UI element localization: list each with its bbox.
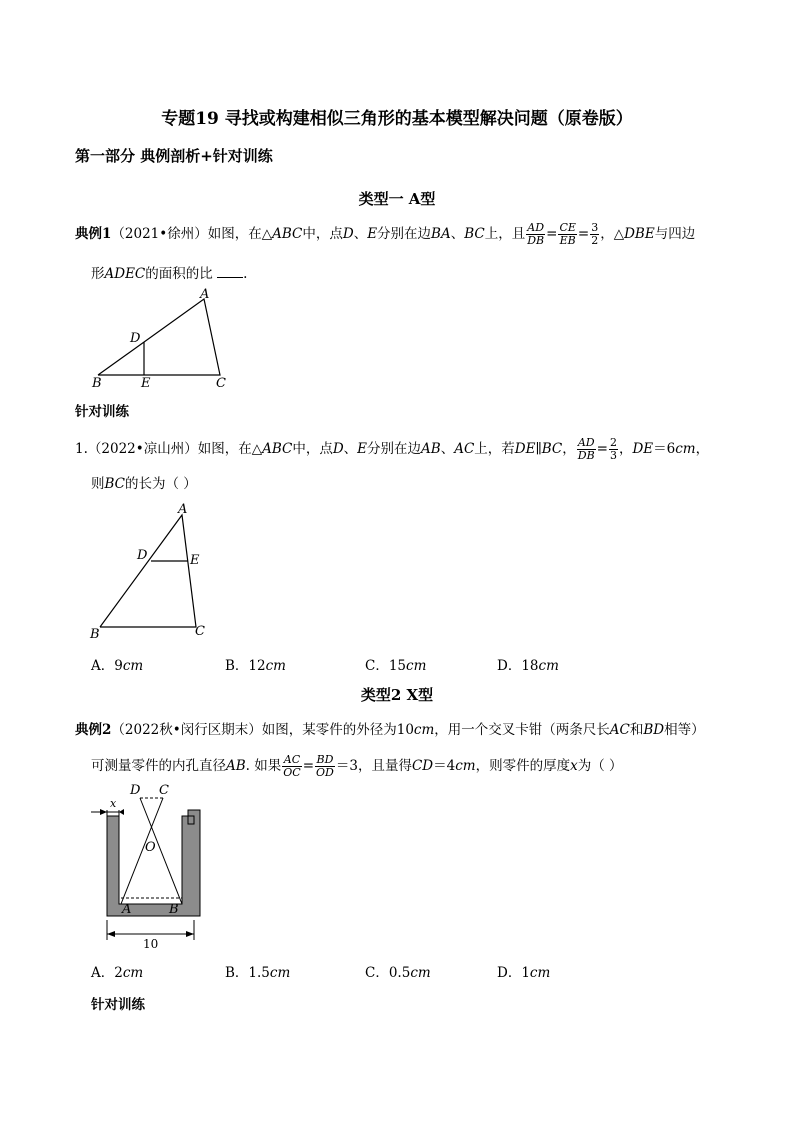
figure2-label-a: A (178, 502, 188, 517)
example2-label: 典例2 (75, 722, 112, 738)
example2-option-c[interactable]: C．0.5cm (365, 965, 431, 981)
figure2-triangle (85, 500, 215, 645)
part-heading: 第一部分 典例剖析+针对训练 (75, 147, 273, 165)
fraction-ad-db: $\frac{AD}{DB}$ (527, 221, 545, 247)
figure2-label-d: D (137, 548, 148, 563)
fraction-ad-db-q1: $\frac{AD}{DB}$ (577, 436, 595, 462)
figure2-label-b: B (90, 627, 100, 642)
example2-line1: 典例2（2022秋•闵行区期末）如图，某零件的外径为10cm，用一个交叉卡钳（两条尺长AC和BD相等） (75, 722, 705, 738)
type1-heading: 类型一 A型 (358, 190, 436, 208)
fraction-ce-eb: $\frac{CE}{EB}$ (559, 221, 576, 247)
figure3-label-x: x (110, 797, 117, 810)
fraction-bd-od: $\frac{BD}{OD}$ (316, 753, 334, 779)
fraction-2-3: $\frac{2}{3}$ (609, 436, 617, 462)
example2-option-b[interactable]: B．1.5cm (225, 965, 291, 981)
figure1-label-e: E (141, 376, 151, 391)
figure3-label-d: D (130, 783, 141, 798)
figure1-label-a: A (200, 287, 210, 302)
figure3-label-o: O (145, 840, 156, 855)
type2-heading: 类型2 X型 (360, 686, 434, 704)
example1-label: 典例1 (75, 226, 112, 242)
example2-option-d[interactable]: D．1cm (497, 965, 551, 981)
figure2-label-e: E (190, 553, 200, 568)
example1-line2: 形ADEC的面积的比 . (91, 266, 248, 282)
answer-blank[interactable] (217, 265, 243, 278)
example2-option-a[interactable]: A．2cm (91, 965, 144, 981)
figure1-triangle (80, 285, 240, 395)
practice-label-2: 针对训练 (91, 997, 145, 1013)
figure1-label-b: B (92, 376, 102, 391)
figure1-label-d: D (130, 331, 141, 346)
practice-label-1: 针对训练 (75, 404, 129, 420)
figure3-caliper (85, 780, 210, 952)
figure3-label-a: A (122, 902, 132, 917)
q1-line2: 则BC的长为（ ） (91, 476, 197, 492)
example2-line2: 可测量零件的内孔直径AB. 如果 $\frac{AC}{OC}$ = $\frac{BD}{OD}$ ＝3，且量得CD＝4cm，则零件的厚度x为（ ） (91, 753, 623, 779)
page-title: 专题19 寻找或构建相似三角形的基本模型解决问题（原卷版） (161, 109, 633, 129)
example1-line1: 典例1（2021•徐州）如图，在△ABC中，点D、E分别在边BA、BC上，且 $\frac{AD}{DB}$ = $\frac{CE}{EB}$ = $\frac{3}{2}$ ，△DBE与四边 (75, 221, 696, 247)
figure3-label-width: 10 (143, 937, 159, 951)
figure1-label-c: C (216, 376, 226, 391)
q1-option-c[interactable]: C．15cm (365, 658, 427, 674)
fraction-3-2: $\frac{3}{2}$ (591, 221, 599, 247)
q1-option-d[interactable]: D．18cm (497, 658, 559, 674)
q1-option-a[interactable]: A．9cm (91, 658, 144, 674)
figure3-label-c: C (159, 783, 169, 798)
fraction-ac-oc: $\frac{AC}{OC}$ (283, 753, 301, 779)
q1-option-b[interactable]: B．12cm (225, 658, 286, 674)
figure2-label-c: C (195, 624, 205, 639)
q1-line1: 1.（2022•凉山州）如图，在△ABC中，点D、E分别在边AB、AC上，若DE∥BC， $\frac{AD}{DB}$ = $\frac{2}{3}$ ，DE＝6cm， (75, 436, 710, 462)
figure3-label-b: B (169, 902, 179, 917)
